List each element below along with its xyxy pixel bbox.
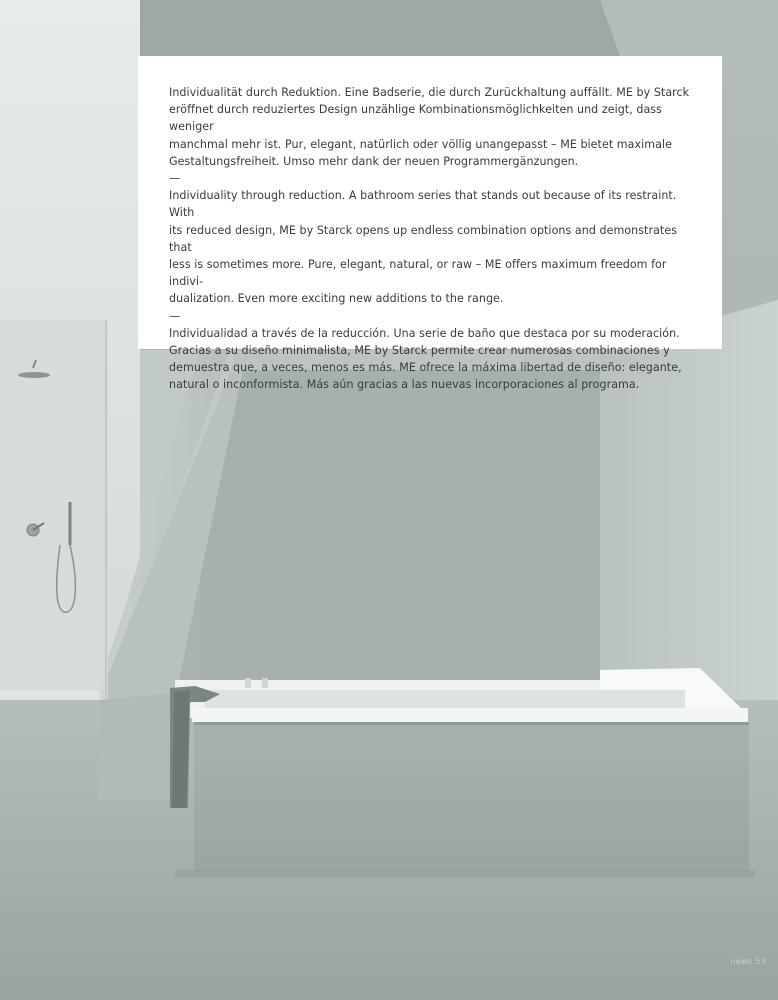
intro-text-panel [138, 56, 722, 392]
intro-paragraph-spanish: Individualidad a través de la reducción. Una serie de baño que destaca por su moderación. Gracias a su diseño minimalista, ME by Starck permite crear numerosas combinaciones y demuestra que, a veces, menos es más. ME ofrece la máxima libertad de diseño: elegante, natural o inconformista. Más aún gracias a las nuevas incorporaciones al programa. [169, 326, 682, 392]
intro-paragraph-german: Individualität durch Reduktion. Eine Badserie, die durch Zurückhaltung auffällt. ME by Starck eröffnet durch reduziertes Design unzählige Kombinationsmöglichkeiten und zeigt, dass weniger manchmal mehr ist. Pur, elegant, natürlich oder völlig unangepasst – ME bietet maximale Gestaltungsfreiheit. Umso mehr dank der neuen Programmergänzungen. [169, 86, 690, 168]
page-folio: news 53 [730, 957, 766, 966]
intro-paragraph-english: Individuality through reduction. A bathroom series that stands out because of its restraint. With its reduced design, ME by Starck opens up endless combination options and demonstrates that less is sometimes more. Pure, elegant, natural, or raw – ME offers maximum freedom for indivi- dualization. Even more exciting new additions to the range. [169, 189, 678, 306]
language-separator: — [169, 172, 181, 186]
language-separator: — [169, 309, 181, 323]
